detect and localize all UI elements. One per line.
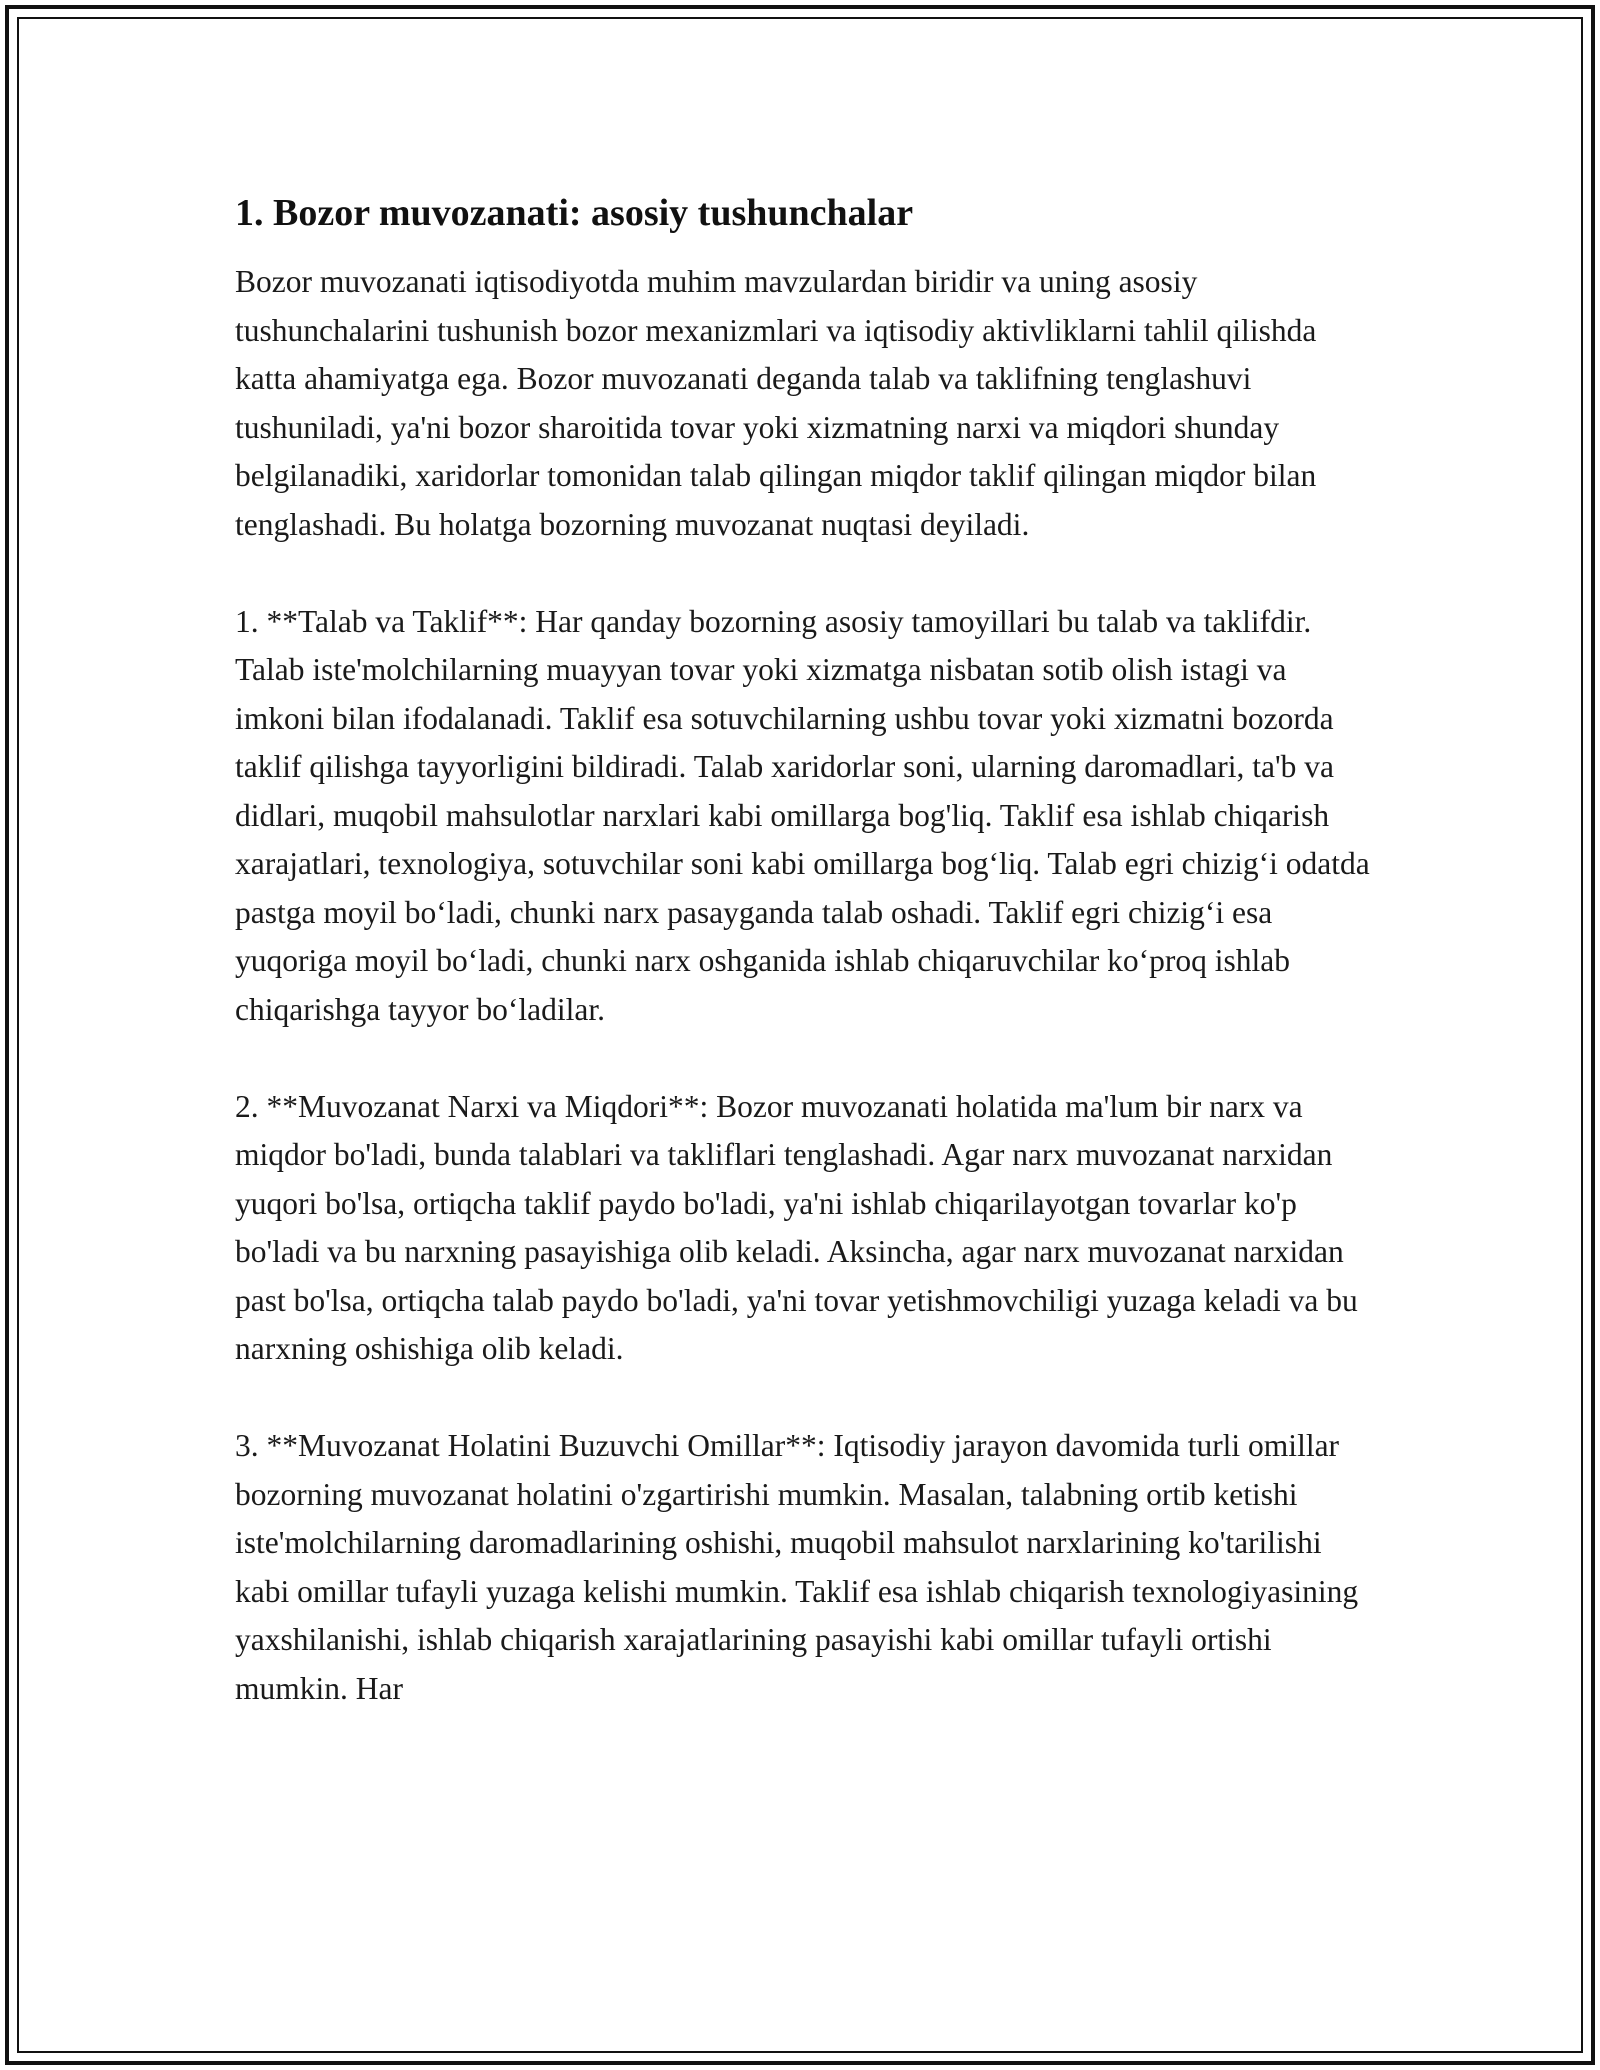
paragraph-intro: Bozor muvozanati iqtisodiyotda muhim mavzulardan biridir va uning asosiy tushunchalarini tushunish bozor mexanizmlari va iqtisodiy aktivliklarni tahlil qilishda katta ahamiyatga ega. Bozor muvozanati deganda talab va taklifning tenglashuvi tushuniladi, ya'ni bozor sharoitida tovar yoki xizmatning narxi va miqdori shunday belgilanadiki, xaridorlar tomonidan talab qilingan miqdor taklif qilingan miqdor bilan tenglashadi. Bu holatga bozorning muvozanat nuqtasi deyiladi.: [235, 264, 1317, 542]
document-body: [235, 188, 1375, 1762]
section-heading: 1. Bozor muvozanati: asosiy tushunchalar: [235, 192, 914, 234]
paragraph-talab-taklif: 1. **Talab va Taklif**: Har qanday bozorning asosiy tamoyillari bu talab va taklifdir. Talab iste'molchilarning muayyan tovar yoki xizmatga nisbatan sotib olish istagi va imkoni bilan ifodalanadi. Taklif esa sotuvchilarning ushbu tovar yoki xizmatni bozorda taklif qilishga tayyorligini bildiradi. Talab xaridorlar soni, ularning daromadlari, ta'b va didlari, muqobil mahsulotlar narxlari kabi omillarga bog'liq. Taklif esa ishlab chiqarish xarajatlari, texnologiya, sotuvchilar soni kabi omillarga bog‘liq. Talab egri chizig‘i odatda pastga moyil bo‘ladi, chunki narx pasayganda talab oshadi. Taklif egri chizig‘i esa yuqoriga moyil bo‘ladi, chunki narx oshganida ishlab chiqaruvchilar ko‘proq ishlab chiqarishga tayyor bo‘ladilar.: [235, 603, 1370, 1027]
paragraph-muvozanat-narxi: 2. **Muvozanat Narxi va Miqdori**: Bozor muvozanati holatida ma'lum bir narx va miqdor bo'ladi, bunda talablari va takliflari tenglashadi. Agar narx muvozanat narxidan yuqori bo'lsa, ortiqcha taklif paydo bo'ladi, ya'ni ishlab chiqarilayotgan tovarlar ko'p bo'ladi va bu narxning pasayishiga olib keladi. Aksincha, agar narx muvozanat narxidan past bo'lsa, ortiqcha talab paydo bo'ladi, ya'ni tovar yetishmovchiligi yuzaga keladi va bu narxning oshishiga olib keladi.: [235, 1088, 1358, 1366]
paragraph-buzuvchi-omillar: 3. **Muvozanat Holatini Buzuvchi Omillar**: Iqtisodiy jarayon davomida turli omillar bozorning muvozanat holatini o'zgartirishi mumkin. Masalan, talabning ortib ketishi iste'molchilarning daromadlarining oshishi, muqobil mahsulot narxlarining ko'tarilishi kabi omillar tufayli yuzaga kelishi mumkin. Taklif esa ishlab chiqarish texnologiyasining yaxshilanishi, ishlab chiqarish xarajatlarining pasayishi kabi omillar tufayli ortishi mumkin. Har: [235, 1428, 1359, 1706]
